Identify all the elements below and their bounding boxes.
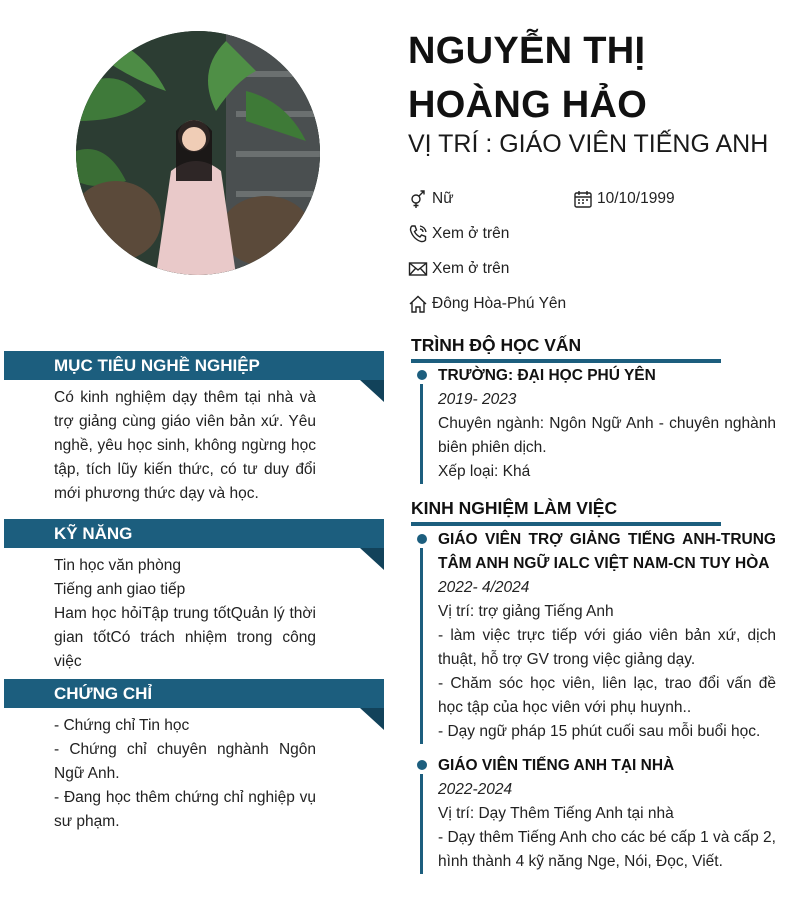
job-timeline: [420, 548, 423, 744]
gender-info: [408, 188, 454, 210]
objective-header: MỤC TIÊU NGHỀ NGHIỆP: [4, 351, 384, 380]
birthday-value: 10/10/1999: [597, 190, 675, 207]
job-entry: [438, 754, 776, 874]
skills-header: KỸ NĂNG: [4, 519, 384, 548]
certificates-list: [54, 714, 316, 834]
job-role: Vị trí: Dạy Thêm Tiếng Anh tại nhà: [438, 805, 674, 822]
candidate-position: VỊ TRÍ : GIÁO VIÊN TIẾNG ANH: [408, 130, 769, 158]
job-detail: - Dạy ngữ pháp 15 phút cuối sau mỗi buổi học.: [438, 723, 761, 740]
job-period: 2022-2024: [438, 781, 513, 798]
profile-photo: [76, 31, 320, 275]
job-detail: - Dạy thêm Tiếng Anh cho các bé cấp 1 và cấp 2, hình thành 4 kỹ năng Nge, Nói, Đọc, Viết.: [438, 829, 776, 870]
education-entry: [438, 364, 776, 484]
education-major: Chuyên ngành: Ngôn Ngữ Anh - chuyên nghành biên phiên dịch.: [438, 415, 776, 456]
skill-item: Ham học hỏiTập trung tốtQuản lý thời gian tốtCó trách nhiệm trong công việc: [54, 605, 316, 670]
email-value: Xem ở trên: [432, 260, 510, 277]
gender-value: Nữ: [432, 190, 454, 207]
objective-text: Có kinh nghiệm dạy thêm tại nhà và trợ giảng cùng giáo viên bản xứ. Yêu nghề, yêu học sinh, không ngừng học tập, tích lũy kiến thức, có tư duy đổi mới phương thức dạy và học.: [54, 389, 316, 502]
job-entry: [438, 528, 776, 744]
job-detail: - làm việc trực tiếp với giáo viên bản xứ, dịch thuật, hỗ trợ GV trong việc giảng dạy.: [438, 627, 776, 668]
job-title: GIÁO VIÊN TIẾNG ANH TẠI NHÀ: [438, 757, 675, 774]
education-timeline: [420, 384, 423, 484]
certificate-item: - Chứng chỉ Tin học: [54, 717, 190, 734]
address-value: Đông Hòa-Phú Yên: [432, 295, 567, 312]
certificate-item: - Đang học thêm chứng chỉ nghiệp vụ sư phạm.: [54, 789, 316, 830]
job-timeline: [420, 774, 423, 874]
calendar-icon: [573, 189, 593, 209]
phone-value: Xem ở trên: [432, 225, 510, 242]
skill-item: Tiếng anh giao tiếp: [54, 581, 186, 598]
job-detail: - Chăm sóc học viên, liên lạc, trao đổi vấn đề học tập của học viên với phụ huynh..: [438, 675, 776, 716]
phone-icon: [408, 224, 428, 244]
education-years: 2019- 2023: [438, 391, 517, 408]
job-role: Vị trí: trợ giảng Tiếng Anh: [438, 603, 614, 620]
education-grade: Xếp loại: Khá: [438, 463, 531, 480]
skills-header-fold: [360, 548, 384, 570]
objective-header-fold: [360, 380, 384, 402]
skill-item: Tin học văn phòng: [54, 557, 181, 574]
education-school: TRƯỜNG: ĐẠI HỌC PHÚ YÊN: [438, 367, 656, 384]
gender-icon: [408, 189, 428, 209]
certificates-header-fold: [360, 708, 384, 730]
phone-info: [408, 223, 509, 245]
certificate-item: - Chứng chỉ chuyên nghành Ngôn Ngữ Anh.: [54, 741, 316, 782]
education-bullet: [417, 370, 427, 380]
birthday-info: [573, 188, 675, 210]
address-info: [408, 293, 566, 315]
job-bullet: [417, 760, 427, 770]
job-period: 2022- 4/2024: [438, 579, 530, 596]
candidate-name: NGUYỄN THỊ HOÀNG HẢO: [408, 30, 648, 126]
education-header: TRÌNH ĐỘ HỌC VẤN: [411, 334, 721, 363]
email-info: [408, 258, 509, 280]
certificates-header: CHỨNG CHỈ: [4, 679, 384, 708]
job-title: GIÁO VIÊN TRỢ GIẢNG TIẾNG ANH-TRUNG TÂM ANH NGỮ IALC VIỆT NAM-CN TUY HÒA: [438, 531, 776, 572]
job-bullet: [417, 534, 427, 544]
home-icon: [408, 294, 428, 314]
experience-header: KINH NGHIỆM LÀM VIỆC: [411, 497, 721, 526]
mail-icon: [408, 259, 428, 279]
skills-list: [54, 554, 316, 674]
